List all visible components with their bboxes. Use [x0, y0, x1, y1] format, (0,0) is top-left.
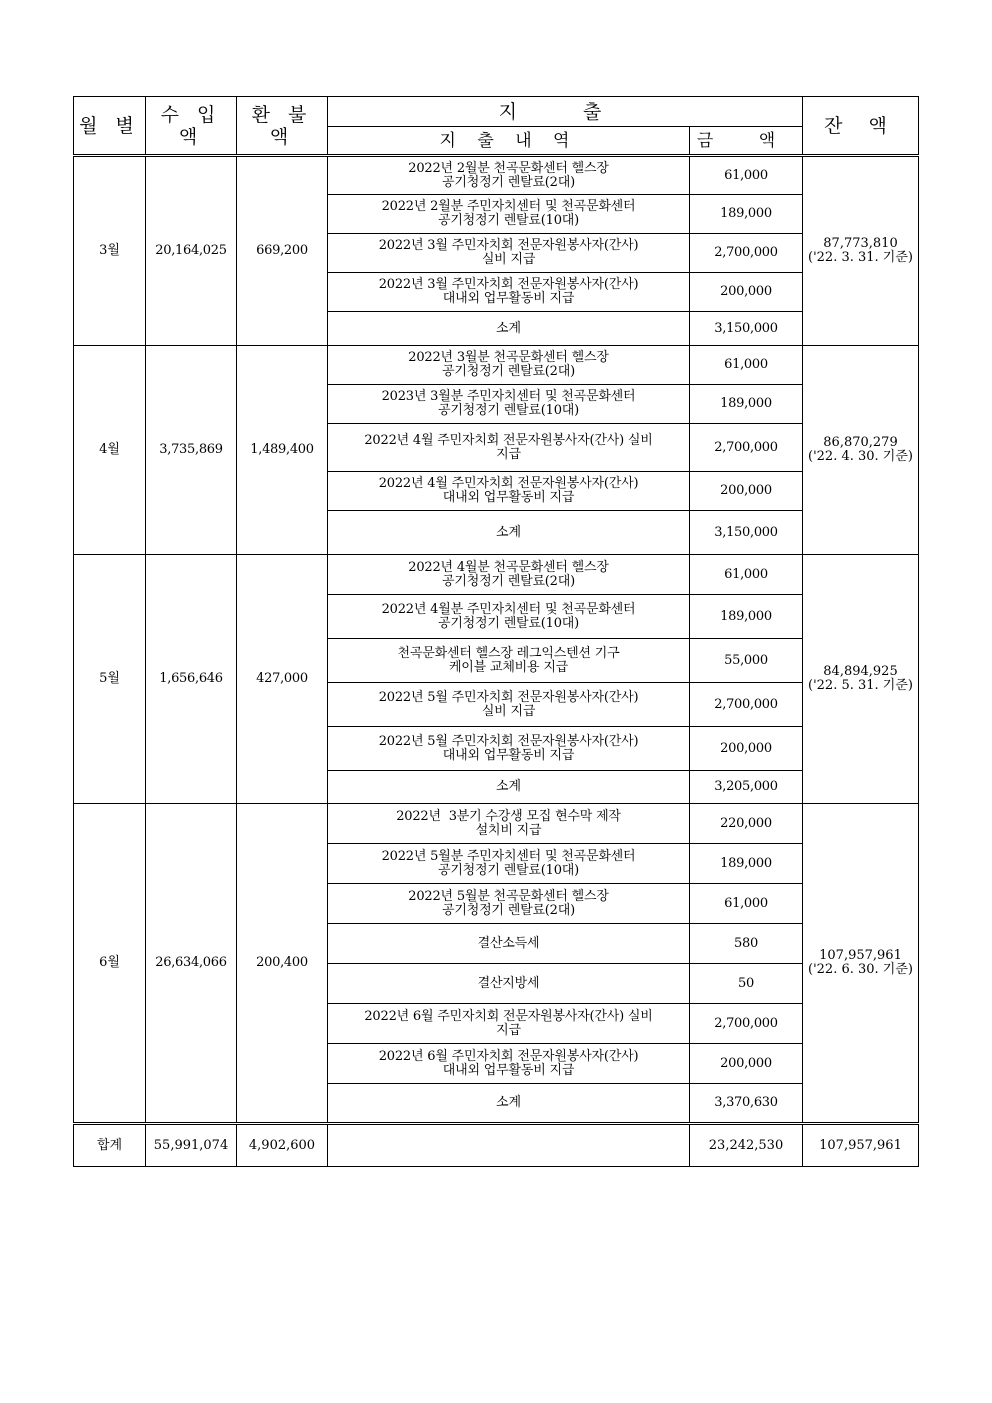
expense-amount: 2,700,000 — [690, 1004, 803, 1044]
total-label: 합계 — [74, 1124, 146, 1167]
expense-amount: 2,700,000 — [690, 234, 803, 273]
expense-description — [328, 472, 690, 511]
total-expense: 23,242,530 — [690, 1124, 803, 1167]
expense-description-line1: 2022년 3분기 수강생 모집 현수막 제작 — [396, 808, 621, 824]
income-amount: 20,164,025 — [146, 156, 237, 346]
balance-date: ('22. 6. 30. 기준) — [808, 962, 913, 977]
expense-description-line2: 공기청정기 렌탈료(2대) — [442, 902, 575, 918]
subtotal-label: 소계 — [328, 1084, 690, 1124]
expense-description — [328, 964, 690, 1004]
expense-description-line1: 2022년 4월분 주민자치센터 및 천곡문화센터 — [381, 601, 636, 617]
expense-description-line2: 대내외 업무활동비 지급 — [442, 1062, 575, 1078]
expense-description-line1: 2022년 6월 주민자치회 전문자원봉사자(간사) 실비 — [364, 1008, 653, 1024]
expense-amount-column-header: 금 액 — [690, 127, 803, 156]
refund-amount: 669,200 — [237, 156, 328, 346]
balance-amount: 87,773,810 — [823, 236, 898, 251]
expense-description-line1: 2023년 3월분 주민자치센터 및 천곡문화센터 — [381, 389, 636, 404]
expense-description-line1: 2022년 4월분 천곡문화센터 헬스장 — [408, 559, 609, 575]
expense-description — [328, 884, 690, 924]
expense-description-line2: 공기청정기 렌탈료(10대) — [437, 862, 580, 878]
expense-amount: 61,000 — [690, 346, 803, 385]
expense-description-line1: 2022년 5월 주민자치회 전문자원봉사자(간사) — [378, 733, 639, 749]
expense-description — [328, 844, 690, 884]
expense-description — [328, 595, 690, 639]
expense-amount: 580 — [690, 924, 803, 964]
expense-description-line1: 2022년 2월분 천곡문화센터 헬스장 — [408, 160, 609, 176]
expense-amount: 189,000 — [690, 844, 803, 884]
expense-description — [328, 273, 690, 312]
expense-description-line1: 2022년 3월 주민자치회 전문자원봉사자(간사) — [378, 277, 639, 292]
expense-description-line2: 대내외 업무활동비 지급 — [442, 291, 575, 306]
expense-description-line2: 공기청정기 렌탈료(10대) — [437, 615, 580, 631]
expense-description-line1: 2022년 5월 주민자치회 전문자원봉사자(간사) — [378, 689, 639, 705]
expense-detail-column-header: 지 출 내 역 — [328, 127, 690, 156]
total-income: 55,991,074 — [146, 1124, 237, 1167]
income-amount: 26,634,066 — [146, 804, 237, 1124]
expense-description-line2: 공기청정기 렌탈료(2대) — [442, 174, 575, 190]
expense-description-line2: 실비 지급 — [481, 252, 536, 267]
refund-amount: 200,400 — [237, 804, 328, 1124]
expense-amount: 189,000 — [690, 385, 803, 424]
subtotal-amount: 3,150,000 — [690, 511, 803, 555]
expense-amount: 61,000 — [690, 156, 803, 195]
ledger-table — [73, 96, 919, 1167]
expense-description-line2: 대내외 업무활동비 지급 — [442, 747, 575, 763]
balance-amount: 86,870,279 — [823, 435, 898, 450]
income-amount: 3,735,869 — [146, 346, 237, 555]
refund-amount: 427,000 — [237, 555, 328, 804]
expense-amount: 55,000 — [690, 639, 803, 683]
expense-description — [328, 234, 690, 273]
table-row — [74, 555, 919, 595]
expense-amount: 61,000 — [690, 555, 803, 595]
expense-description — [328, 346, 690, 385]
expense-description — [328, 683, 690, 727]
expense-amount: 50 — [690, 964, 803, 1004]
balance-date: ('22. 3. 31. 기준) — [808, 250, 913, 265]
subtotal-amount: 3,370,630 — [690, 1084, 803, 1124]
expense-amount: 189,000 — [690, 195, 803, 234]
month-label: 6월 — [74, 804, 146, 1124]
income-amount: 1,656,646 — [146, 555, 237, 804]
income-column-header: 수 입 액 — [146, 97, 237, 156]
expense-description-line1: 결산지방세 — [477, 975, 540, 991]
expense-amount: 2,700,000 — [690, 683, 803, 727]
subtotal-label: 소계 — [328, 511, 690, 555]
total-balance: 107,957,961 — [803, 1124, 919, 1167]
expense-description-line2: 지급 — [496, 1022, 521, 1038]
subtotal-amount: 3,150,000 — [690, 312, 803, 346]
balance-cell — [803, 156, 919, 346]
balance-date: ('22. 5. 31. 기준) — [808, 678, 913, 693]
expense-amount: 189,000 — [690, 595, 803, 639]
expense-amount: 220,000 — [690, 804, 803, 844]
expense-description-line2: 공기청정기 렌탈료(2대) — [442, 573, 575, 589]
expense-description-line2: 공기청정기 렌탈료(10대) — [437, 403, 580, 418]
expense-description — [328, 1004, 690, 1044]
expense-description-line2: 케이블 교체비용 지급 — [448, 659, 569, 675]
expense-description-line1: 결산소득세 — [477, 935, 540, 951]
table-row — [74, 804, 919, 844]
table-row — [74, 156, 919, 195]
expense-amount: 200,000 — [690, 1044, 803, 1084]
balance-amount: 84,894,925 — [823, 664, 898, 679]
expense-description — [328, 727, 690, 771]
expense-group-header: 지 출 — [328, 97, 803, 127]
expense-description — [328, 555, 690, 595]
expense-description-line1: 2022년 3월분 천곡문화센터 헬스장 — [408, 350, 609, 365]
expense-description-line1: 2022년 2월분 주민자치센터 및 천곡문화센터 — [381, 199, 636, 214]
expense-description-line2: 대내외 업무활동비 지급 — [442, 490, 575, 505]
expense-description-line1: 2022년 4월 주민자치회 전문자원봉사자(간사) — [378, 476, 639, 491]
total-row — [74, 1124, 919, 1167]
refund-amount: 1,489,400 — [237, 346, 328, 555]
refund-column-header: 환 불 액 — [237, 97, 328, 156]
expense-description — [328, 156, 690, 195]
month-column-header: 월 별 — [74, 97, 146, 156]
expense-description — [328, 385, 690, 424]
expense-description — [328, 639, 690, 683]
balance-cell — [803, 804, 919, 1124]
table-body — [74, 156, 919, 1167]
expense-description — [328, 195, 690, 234]
subtotal-label: 소계 — [328, 771, 690, 804]
total-expense-detail-empty — [328, 1124, 690, 1167]
expense-description-line1: 2022년 4월 주민자치회 전문자원봉사자(간사) 실비 — [364, 432, 653, 448]
expense-description — [328, 924, 690, 964]
table-header — [74, 97, 919, 156]
month-label: 3월 — [74, 156, 146, 346]
expense-description-line1: 2022년 5월분 천곡문화센터 헬스장 — [408, 888, 609, 904]
expense-description-line1: 2022년 6월 주민자치회 전문자원봉사자(간사) — [378, 1048, 639, 1064]
balance-cell — [803, 346, 919, 555]
expense-description — [328, 424, 690, 472]
balance-column-header: 잔 액 — [803, 97, 919, 156]
subtotal-label: 소계 — [328, 312, 690, 346]
expense-amount: 200,000 — [690, 472, 803, 511]
expense-description-line1: 천곡문화센터 헬스장 레그익스텐션 기구 — [397, 645, 620, 661]
month-label: 5월 — [74, 555, 146, 804]
expense-description-line1: 2022년 5월분 주민자치센터 및 천곡문화센터 — [381, 848, 636, 864]
expense-description-line2: 공기청정기 렌탈료(2대) — [442, 364, 575, 379]
table-row — [74, 346, 919, 385]
expense-description — [328, 1044, 690, 1084]
expense-description-line2: 설치비 지급 — [475, 822, 542, 838]
balance-cell — [803, 555, 919, 804]
expense-description-line2: 공기청정기 렌탈료(10대) — [437, 213, 580, 228]
expense-amount: 200,000 — [690, 273, 803, 312]
subtotal-amount: 3,205,000 — [690, 771, 803, 804]
expense-amount: 61,000 — [690, 884, 803, 924]
expense-description-line2: 실비 지급 — [481, 703, 536, 719]
month-label: 4월 — [74, 346, 146, 555]
expense-description-line1: 2022년 3월 주민자치회 전문자원봉사자(간사) — [378, 238, 639, 253]
expense-description — [328, 804, 690, 844]
total-refund: 4,902,600 — [237, 1124, 328, 1167]
expense-amount: 2,700,000 — [690, 424, 803, 472]
expense-amount: 200,000 — [690, 727, 803, 771]
balance-amount: 107,957,961 — [819, 948, 902, 963]
balance-date: ('22. 4. 30. 기준) — [808, 449, 913, 464]
expense-description-line2: 지급 — [496, 446, 521, 462]
